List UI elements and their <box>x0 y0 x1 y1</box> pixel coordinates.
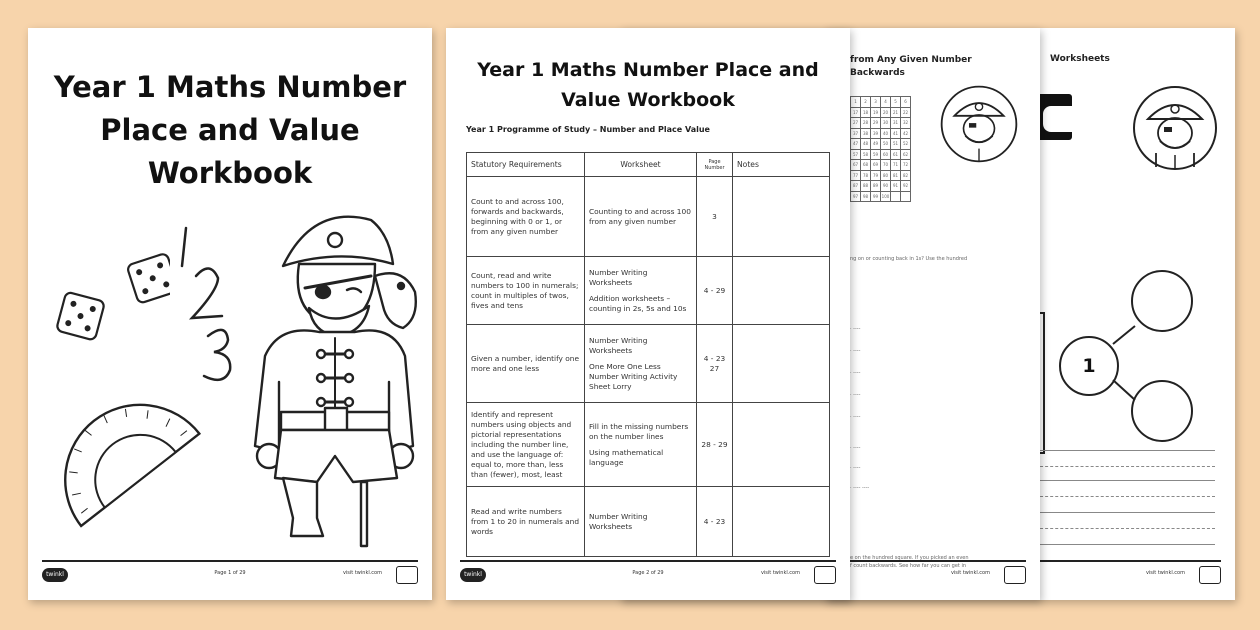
footer-url: visit twinkl.com <box>342 570 382 576</box>
grid-cell: 62 <box>901 149 911 160</box>
twinkl-logo: twinkl <box>42 568 68 582</box>
programme-subtitle: Year 1 Programme of Study – Number and Place Value <box>466 125 710 134</box>
notes-cell[interactable] <box>733 257 830 325</box>
grid-row <box>851 181 911 192</box>
title-line: from Any Given Number <box>850 55 972 65</box>
grid-cell: 60 <box>881 149 891 160</box>
cover-page[interactable] <box>28 28 432 600</box>
grid-cell: 51 <box>891 139 901 150</box>
grid-cell: 49 <box>871 139 881 150</box>
hundred-page-title <box>850 54 972 80</box>
protractor-icon <box>46 373 216 553</box>
instruction-text: f count backwards. See how far you can get in <box>850 563 967 569</box>
grid-cell: 48 <box>861 139 871 150</box>
grid-cell: 39 <box>871 128 881 139</box>
grid-cell: 5 <box>891 97 901 108</box>
quality-badge-icon <box>1004 566 1026 584</box>
bond-whole-number: 1 <box>1059 336 1119 396</box>
worksheet-name: Using mathematical language <box>589 447 664 467</box>
table-row <box>467 325 830 403</box>
worksheet-name: Number Writing Worksheets <box>589 511 648 531</box>
grid-cell: 27 <box>851 118 861 129</box>
table-row <box>467 177 830 257</box>
notes-cell[interactable] <box>733 325 830 403</box>
title-line: Year 1 Maths Number <box>53 70 407 104</box>
grid-cell: 31 <box>891 118 901 129</box>
requirements-table <box>466 152 830 557</box>
grid-cell: 98 <box>861 191 871 202</box>
page-number-cell: 3 <box>697 177 733 257</box>
grid-cell: 28 <box>861 118 871 129</box>
grid-cell: 80 <box>881 170 891 181</box>
grid-cell: 17 <box>851 107 861 118</box>
pirate-illustration <box>243 206 428 556</box>
worksheet-name: Counting to and across 100 from any given number <box>589 206 691 226</box>
grid-cell: 72 <box>901 160 911 171</box>
grid-cell: 6 <box>901 97 911 108</box>
grid-cell: 97 <box>851 191 861 202</box>
requirement-cell: Read and write numbers from 1 to 20 in numerals and words <box>467 487 585 557</box>
header-notes: Notes <box>733 153 830 177</box>
title-line: Year 1 Maths Number Place and <box>477 59 819 81</box>
page-footer <box>460 560 836 586</box>
table-header-row <box>467 153 830 177</box>
worksheet-cell <box>585 325 697 403</box>
grid-cell: 4 <box>881 97 891 108</box>
quality-badge-icon <box>396 566 418 584</box>
grid-cell: 78 <box>861 170 871 181</box>
requirement-cell: Count, read and write numbers to 100 in numerals; count in multiples of twos, fives and tens <box>467 257 585 325</box>
grid-cell: 58 <box>861 149 871 160</box>
grid-cell: 82 <box>901 170 911 181</box>
bond-page-title: Worksheets <box>1050 54 1110 64</box>
grid-cell: 1 <box>851 97 861 108</box>
grid-cell: 47 <box>851 139 861 150</box>
hundred-square-grid <box>850 96 911 202</box>
writing-line <box>1035 512 1215 513</box>
page-number-cell: 4 - 23 27 <box>697 325 733 403</box>
page-number-cell: 28 - 29 <box>697 403 733 487</box>
header-requirements: Statutory Requirements <box>467 153 585 177</box>
cover-title <box>48 66 412 195</box>
requirement-cell: Count to and across 100, forwards and backwards, beginning with 0 or 1, or from any given number <box>467 177 585 257</box>
requirement-cell: Given a number, identify one more and one less <box>467 325 585 403</box>
worksheet-cell <box>585 403 697 487</box>
grid-cell: 41 <box>891 128 901 139</box>
writing-line-dotted <box>1035 528 1215 529</box>
instruction-text: e on the hundred square. If you picked an even <box>850 555 969 561</box>
footer-url: visit twinkl.com <box>950 570 990 576</box>
grid-cell: 18 <box>861 107 871 118</box>
dice-icon <box>50 238 170 348</box>
grid-cell: 81 <box>891 170 901 181</box>
grid-cell: 70 <box>881 160 891 171</box>
worksheet-name: Number Writing Worksheets <box>589 335 648 355</box>
title-line: Place and Value <box>100 113 360 147</box>
writing-line-dotted <box>1035 496 1215 497</box>
quality-badge-icon <box>814 566 836 584</box>
grid-cell: 100 <box>881 191 891 202</box>
grid-cell: 52 <box>901 139 911 150</box>
grid-cell: 42 <box>901 128 911 139</box>
white-inner-shape <box>1043 106 1072 132</box>
footer-url: visit twinkl.com <box>1145 570 1185 576</box>
grid-row <box>851 149 911 160</box>
grid-cell <box>891 191 901 202</box>
grid-cell: 87 <box>851 181 861 192</box>
grid-row <box>851 170 911 181</box>
writing-line <box>1035 450 1215 451</box>
worksheet-cell <box>585 177 697 257</box>
grid-cell: 61 <box>891 149 901 160</box>
requirement-cell: Identify and represent numbers using objects and pictorial representations including the number line, and use the language of: equal to, more than, less than (fewer), most, least <box>467 403 585 487</box>
title-line: Workbook <box>147 156 313 190</box>
twinkl-logo: twinkl <box>460 568 486 582</box>
grid-cell: 38 <box>861 128 871 139</box>
grid-cell: 77 <box>851 170 861 181</box>
quality-badge-icon <box>1199 566 1221 584</box>
grid-cell: 90 <box>881 181 891 192</box>
grid-cell: 71 <box>891 160 901 171</box>
footer-page-number: Page 1 of 29 <box>214 570 246 576</box>
page-number-cell: 4 - 23 <box>697 487 733 557</box>
grid-cell: 21 <box>891 107 901 118</box>
grid-cell: 59 <box>871 149 881 160</box>
pirate-head-icon <box>938 83 1020 165</box>
answer-dashes: · ---- · ---- · ---- · ---- · ---- <box>850 326 861 420</box>
grid-cell: 37 <box>851 128 861 139</box>
grid-cell: 92 <box>901 181 911 192</box>
page-footer <box>42 560 418 586</box>
programme-table-page[interactable] <box>446 28 850 600</box>
grid-row <box>851 139 911 150</box>
grid-cell: 99 <box>871 191 881 202</box>
worksheet-cell <box>585 257 697 325</box>
grid-cell: 22 <box>901 107 911 118</box>
grid-cell: 91 <box>891 181 901 192</box>
grid-cell: 68 <box>861 160 871 171</box>
footer-page-number: Page 2 of 29 <box>632 570 664 576</box>
worksheet-name: Number Writing Worksheets <box>589 267 648 287</box>
grid-cell: 79 <box>871 170 881 181</box>
grid-row <box>851 160 911 171</box>
title-line: Value Workbook <box>561 89 735 111</box>
table-row <box>467 257 830 325</box>
grid-cell: 3 <box>871 97 881 108</box>
worksheet-cell <box>585 487 697 557</box>
grid-row <box>851 107 911 118</box>
grid-cell: 89 <box>871 181 881 192</box>
worksheet-name: Fill in the missing numbers on the number lines <box>589 421 689 441</box>
grid-cell: 50 <box>881 139 891 150</box>
writing-line <box>1035 480 1215 481</box>
grid-cell: 88 <box>861 181 871 192</box>
grid-row <box>851 128 911 139</box>
grid-cell: 20 <box>881 107 891 118</box>
notes-cell[interactable] <box>733 177 830 257</box>
table-row <box>467 403 830 487</box>
writing-line-dotted <box>1035 466 1215 467</box>
worksheet-name: Addition worksheets – counting in 2s, 5s and 10s <box>589 293 687 313</box>
title-line: Backwards <box>850 68 905 78</box>
grid-cell: 29 <box>871 118 881 129</box>
page-number-cell: 4 - 29 <box>697 257 733 325</box>
grid-cell: 67 <box>851 160 861 171</box>
table-row <box>467 487 830 557</box>
worksheet-name: One More One Less Number Writing Activity Sheet Lorry <box>589 361 678 391</box>
grid-cell: 69 <box>871 160 881 171</box>
workbook-title <box>466 55 830 115</box>
header-page-number: Page Number <box>697 153 733 177</box>
pirate-head-icon <box>1130 83 1220 173</box>
notes-cell[interactable] <box>733 403 830 487</box>
grid-row <box>851 97 911 108</box>
grid-cell: 32 <box>901 118 911 129</box>
grid-cell: 40 <box>881 128 891 139</box>
footer-url: visit twinkl.com <box>760 570 800 576</box>
grid-row <box>851 118 911 129</box>
writing-line <box>1035 544 1215 545</box>
grid-cell: 30 <box>881 118 891 129</box>
header-worksheet: Worksheet <box>585 153 697 177</box>
grid-cell: 19 <box>871 107 881 118</box>
notes-cell[interactable] <box>733 487 830 557</box>
question-text: ng on or counting back in 1s? Use the hundred <box>850 256 968 262</box>
answer-dashes: · ---- · ---- · ---- ---- <box>850 445 870 491</box>
grid-cell: 57 <box>851 149 861 160</box>
grid-row <box>851 191 911 202</box>
grid-cell: 2 <box>861 97 871 108</box>
grid-cell <box>901 191 911 202</box>
